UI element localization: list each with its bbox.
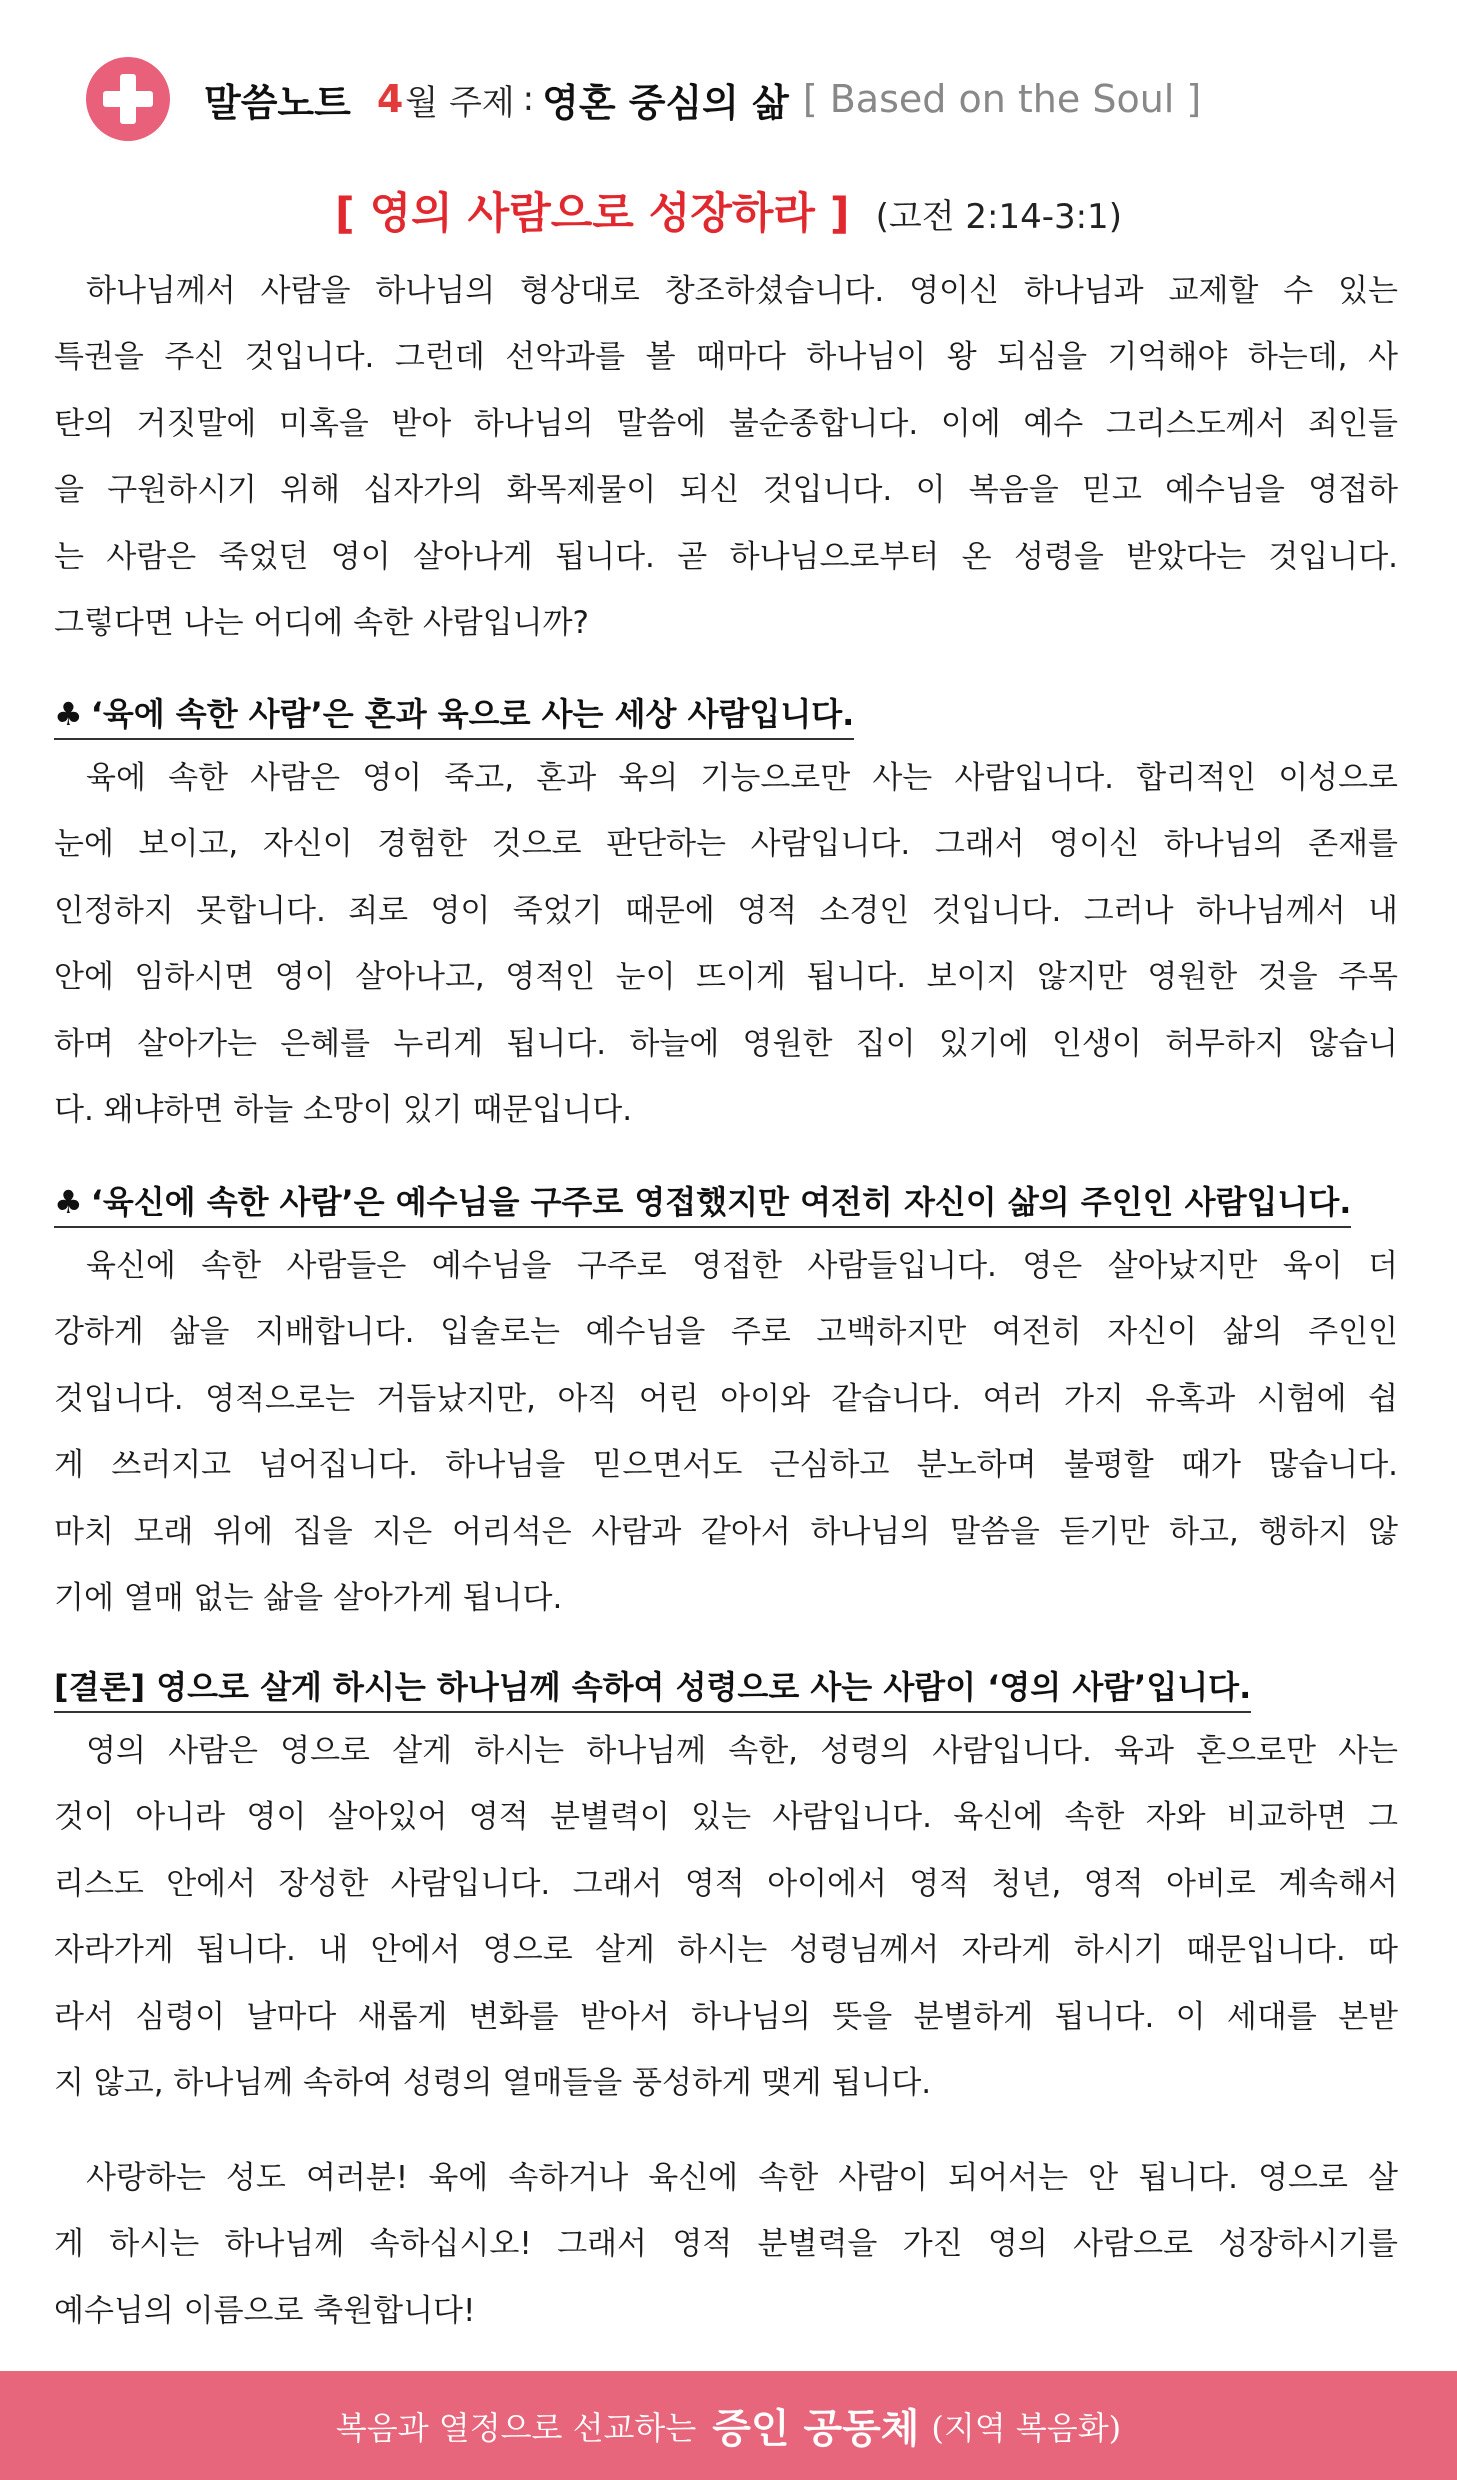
- club-icon: ♣: [54, 1183, 83, 1221]
- paragraph-line: 게 하시는 하나님께 속하십시오! 그래서 영적 분별력을 가진 영의 사람으로 성장하시기를: [54, 2226, 1398, 2263]
- paragraph-line: 자라가게 됩니다. 내 안에서 영으로 살게 하시는 성령님께서 자라게 하시기 때문입니다. 따: [54, 1932, 1398, 1969]
- section-heading-text: [결론] 영으로 살게 하시는 하나님께 속하여 성령으로 사는 사람이 ‘영의 사람’입니다.: [54, 1668, 1252, 1706]
- page-header: [86, 55, 1201, 143]
- footer-banner: [0, 2371, 1457, 2480]
- paragraph-line: 마치 모래 위에 집을 지은 어리석은 사람과 같아서 하나님의 말씀을 듣기만 하고, 행하지 않: [54, 1513, 1398, 1550]
- paragraph-line: 것입니다. 영적으로는 거듭났지만, 아직 어린 아이와 같습니다. 여러 가지 유혹과 시험에 쉽: [54, 1380, 1398, 1417]
- section-heading-flesh: [54, 692, 854, 740]
- section-paragraph-carnal: [54, 1233, 1398, 1631]
- club-icon: ♣: [54, 695, 83, 733]
- paragraph-line: 인정하지 못합니다. 죄로 영이 죽었기 때문에 영적 소경인 것입니다. 그러나 하나님께서 내: [54, 892, 1398, 929]
- month-label: 월 주제: [405, 82, 515, 123]
- section-heading-text: ‘육신에 속한 사람’은 예수님을 구주로 영접했지만 여전히 자신이 삶의 주인인 사람입니다.: [90, 1183, 1352, 1221]
- cross-icon: [86, 57, 170, 141]
- paragraph-line: 눈에 보이고, 자신이 경험한 것으로 판단하는 사람입니다. 그래서 영이신 하나님의 존재를: [54, 826, 1398, 863]
- paragraph-line: 예수님의 이름으로 축원합니다!: [54, 2292, 476, 2329]
- paragraph-line: 을 구원하시기 위해 십자가의 화목제물이 되신 것입니다. 이 복음을 믿고 예수님을 영접하: [54, 472, 1398, 509]
- section-heading-text: ‘육에 속한 사람’은 혼과 육으로 사는 세상 사람입니다.: [90, 695, 855, 733]
- paragraph-line: 리스도 안에서 장성한 사람입니다. 그래서 영적 아이에서 영적 청년, 영적 아비로 계속해서: [54, 1865, 1398, 1902]
- paragraph-line: 라서 심령이 날마다 새롭게 변화를 받아서 하나님의 뜻을 분별하게 됩니다. 이 세대를 본받: [54, 1998, 1398, 2035]
- paragraph-line: 는 사람은 죽었던 영이 살아나게 됩니다. 곧 하나님으로부터 온 성령을 받았다는 것입니다.: [54, 538, 1398, 575]
- paragraph-line: 게 쓰러지고 넘어집니다. 하나님을 믿으면서도 근심하고 분노하며 불평할 때가 많습니다.: [54, 1447, 1398, 1484]
- section-paragraph-flesh: [54, 745, 1398, 1143]
- section-paragraph-conclusion: [54, 1718, 1398, 2116]
- closing-paragraph: [54, 2145, 1398, 2344]
- paragraph-line: 기에 열매 없는 삶을 살아가게 됩니다.: [54, 1579, 563, 1616]
- section-heading-carnal: [54, 1180, 1351, 1228]
- paragraph-line: 강하게 삶을 지배합니다. 입술로는 예수님을 주로 고백하지만 여전히 자신이 삶의 주인인: [54, 1314, 1398, 1351]
- paragraph-line: 사랑하는 성도 여러분! 육에 속하거나 육신에 속한 사람이 되어서는 안 됩니다. 영으로 살: [86, 2160, 1398, 2196]
- month-number: 4: [376, 77, 404, 121]
- paragraph-line: 하며 살아가는 은혜를 누리게 됩니다. 하늘에 영원한 집이 있기에 인생이 허무하지 않습니: [54, 1025, 1398, 1062]
- footer-lead-text: 복음과 열정으로 선교하는: [335, 2408, 697, 2447]
- paragraph-line: 탄의 거짓말에 미혹을 받아 하나님의 말씀에 불순종합니다. 이에 예수 그리스도께서 죄인들: [54, 405, 1398, 442]
- paragraph-line: 육에 속한 사람은 영이 죽고, 혼과 육의 기능으로만 사는 사람입니다. 합리적인 이성으로: [86, 760, 1398, 796]
- paragraph-line: 하나님께서 사람을 하나님의 형상대로 창조하셨습니다. 영이신 하나님과 교제할 수 있는: [86, 273, 1398, 309]
- paragraph-line: 지 않고, 하나님께 속하여 성령의 열매들을 풍성하게 맺게 됩니다.: [54, 2064, 932, 2101]
- paragraph-line: 영의 사람은 영으로 살게 하시는 하나님께 속한, 성령의 사람입니다. 육과 혼으로만 사는: [86, 1733, 1398, 1769]
- sermon-title: [ 영의 사람으로 성장하라 ]: [335, 189, 850, 239]
- paragraph-line: 특권을 주신 것입니다. 그런데 선악과를 볼 때마다 하나님이 왕 되심을 기억해야 하는데, 사: [54, 339, 1398, 376]
- footer-community-name: 증인 공동체: [712, 2405, 920, 2452]
- footer-tail-text: (지역 복음화): [931, 2408, 1122, 2447]
- paragraph-line: 것이 아니라 영이 살아있어 영적 분별력이 있는 사람입니다. 육신에 속한 자와 비교하면 그: [54, 1799, 1398, 1836]
- paragraph-line: 안에 임하시면 영이 살아나고, 영적인 눈이 뜨이게 됩니다. 보이지 않지만 영원한 것을 주목: [54, 959, 1398, 996]
- monthly-theme: 영혼 중심의 삶: [542, 80, 789, 125]
- scripture-reference: (고전 2:14-3:1): [875, 197, 1122, 237]
- section-heading-conclusion: [54, 1665, 1251, 1713]
- paragraph-line: 그렇다면 나는 어디에 속한 사람입니까?: [54, 604, 590, 641]
- brand-title: 말씀노트: [204, 80, 351, 125]
- theme-english-subtitle: [ Based on the Soul ]: [802, 77, 1202, 121]
- paragraph-line: 다. 왜냐하면 하늘 소망이 있기 때문입니다.: [54, 1091, 633, 1128]
- paragraph-line: 육신에 속한 사람들은 예수님을 구주로 영접한 사람들입니다. 영은 살아났지만 육이 더: [86, 1248, 1398, 1284]
- header-colon: :: [522, 79, 535, 119]
- sermon-title-row: [0, 180, 1457, 241]
- intro-paragraph: [54, 258, 1398, 656]
